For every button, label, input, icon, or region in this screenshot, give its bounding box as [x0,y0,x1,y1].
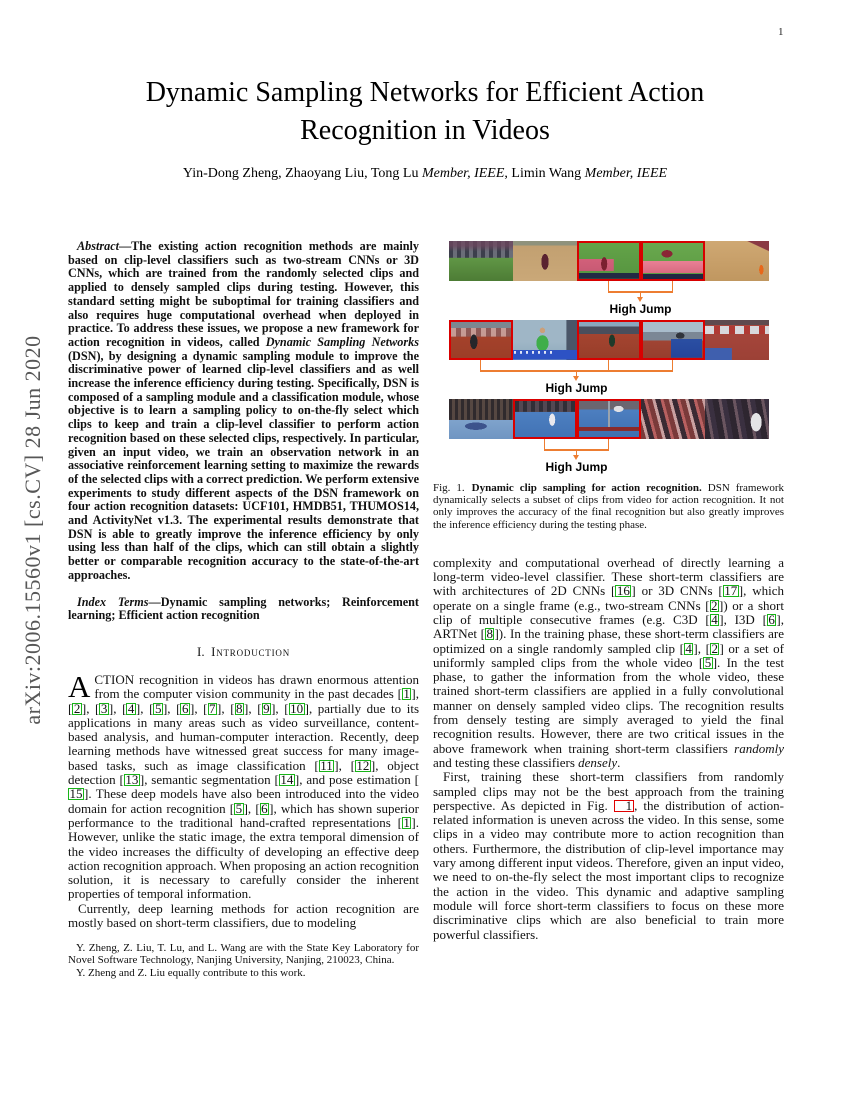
selection-bracket [449,360,769,381]
citation-link[interactable]: 13 [125,772,139,788]
text-run: , the distribution of action-related information is uneven across the video. In this sense, some clips in a video may contribute more to action recognition than others. Furthermore, the distribution of clip-level importance may vary among different input videos. Therefore, given an input video, we need to on-the-fly select the most important clips to recognize the action in the video. This dynamic and adaptive sampling module will force short-term classifiers to focus on these more discriminative clips which are also beneficial to train more powerful classifiers. [433,797,784,942]
text-run: First, training these short-term classifiers from randomly sampled clips may not be the best approach from the training perspective. As depicted in Fig. [433,769,784,813]
video-frame [705,241,769,281]
text-run: , [415,686,419,702]
citation-link[interactable]: 12 [356,757,370,773]
text-run: —Dynamic sampling networks; Reinforcement learning; Efficient action recognition [68,594,419,623]
text-run: DSN framework dynamically selects a subset of clips from video for action recognition. It not only improves the accuracy of the final recognition but also greatly improves the inference efficiency during the testing phase. [433,482,784,531]
text-run: Currently, deep learning methods for action recognition are mostly based on short-term classifiers, due to modeling [68,900,419,931]
video-frame [641,399,705,439]
text-run: , semantic segmentation [144,772,275,788]
citation-link[interactable]: 2 [711,597,718,613]
text-run: complexity and computational overhead of directly learning a long-term video-level classifier. These short-term classifiers are with architectures of 2D CNNs [433,554,784,599]
text-run: . However, unlike the static image, the extra temporal dimension of the video increases the difficulty of developing an effective deep action recognition approach. When proposing an action recognition solution, it is necessary to carefully consider the inherent properties of temporal information. [68,814,419,902]
text-run: densely [578,754,618,770]
citation-link[interactable]: 4 [711,612,718,627]
figure-ref-link[interactable]: 1 [614,800,635,812]
text-run: , I3D [723,612,763,627]
paper-title: Dynamic Sampling Networks for Efficient Action Recognition in Videos [145,77,705,146]
right-paragraph-1: complexity and computational overhead of directly learning a long-term video-level classifier. These short-term classifiers are with architectures of 2D CNNs [ 16 ] or 3D CNNs [ 17 ], which operate on a single frame (e.g., two-stream CNNs [ 2 ]) or a short clip of multiple consecutive frames (e.g. C3D [ 4 ], I3D [ 6 ], ARTNet [ 8 ]). In the training phase, these short-term classifiers are optimized on a single randomly sampled clip [ 4 ], [ 2 ] or a set of uniformly sampled clips from the whole video [ 5 ]. In the test phase, to gather the information from the whole video, these trained short-term classifiers are applied in a fully convolutional manner on densely sampled video clips. The recognition results from densely testing are simply averaged to yield the final recognition results. However, there are two critical issues in the above framework when training short-term classifiers randomly and testing these classifiers densely. [433,554,785,770]
intro-paragraph-1: ACTION recognition in videos has drawn enormous attention from the computer vision community in the past decades [ 1 ], [ 2 ], [ 3 ], [ 4 ], [ 5 ], [ 6 ], [ 7 ], [ 8 ], [ 9 ], [ 10 ], partially due to its applications in many areas such as video surveillance, content-based analysis, and human-computer interaction. Recently, deep learning methods have witnessed great success for many image-based tasks, such as image classification [ 11 ], [ 12 ], object detection [ 13 ], semantic segmentation [ 14 ], and pose estimation [15 ]. These deep models have also been introduced into the video domain for action recognition [ 5 ], [ 6 ], which has shown superior performance to the traditional hand-crafted representations [ 1 ]. However, unlike the static image, the extra temporal dimension of the video increases the difficulty of developing an effective deep action recognition approach. When proposing an action recognition solution, it is necessary to carefully consider the inherent properties of temporal information. [68,668,420,902]
citation-link[interactable]: 2 [73,700,81,716]
text-run: ). In the training phase, these short-term classifiers are optimized on a single randomly sampled clip [433,626,784,656]
clip-action-label: High Jump [609,302,672,316]
selection-bracket [449,439,769,460]
text-run: or a set of uniformly sampled clips from the whole video [433,640,784,670]
figure-1 [449,241,769,475]
citation-link[interactable]: 5 [235,800,243,816]
right-paragraph-2 [433,770,784,942]
text-run: Dynamic Sampling Networks [265,334,419,349]
text-run: randomly [734,740,784,756]
citation-link[interactable]: 5 [154,700,162,716]
citation-link[interactable]: 15 [69,786,83,802]
citation-link[interactable]: 6 [181,700,189,716]
text-run: . [617,754,621,770]
citation-link[interactable]: 10 [290,700,304,716]
clip-action-label: High Jump [545,381,608,395]
citation-link[interactable]: 16 [616,583,630,599]
figure-caption-label: Fig. 1. [433,482,465,494]
video-frame [449,320,513,360]
citation-link[interactable]: 3 [100,700,108,716]
citation-link[interactable]: 6 [768,612,775,627]
video-frame-strip [449,320,769,360]
citation-link[interactable]: 2 [711,640,718,656]
text-run: , Limin Wang [504,166,585,181]
video-frame-strip [449,399,769,439]
citation-link[interactable]: 8 [236,700,243,716]
text-run: —The existing action recognition methods are mainly based on clip-level classifiers such as two-stream CNNs or 3D CNNs, which are trained from the randomly selected clips and applied to densely sampled clips during testing. However, this standard setting might be suboptimal for training classifiers and also requires huge computational overhead when deployed in practice. To address these issues, we propose a new framework for action recognition in videos, called [68,239,419,349]
text-run: , [113,700,123,716]
left-column [68,240,419,979]
text-run: , [194,700,204,716]
author-line [65,166,785,182]
text-run: or 3D CNNs [635,583,719,599]
section-heading-introduction [68,644,419,660]
text-run: , which has shown superior performance to the traditional hand-crafted representations [68,800,419,830]
video-frame [513,399,577,439]
video-frame [641,320,705,360]
selection-bracket [449,281,769,302]
citation-link[interactable]: 17 [724,583,738,599]
video-frame [513,241,577,281]
footnote-contribution: Y. Zheng and Z. Liu equally contribute to this work. [76,966,306,979]
text-run: Abstract [77,239,119,253]
citation-link[interactable]: 4 [685,640,692,656]
text-run: Member, IEEE [584,166,668,181]
text-run: , [338,757,351,773]
text-run: , [248,700,258,716]
video-frame [577,241,641,281]
section-number: I. [196,643,205,659]
text-run: , [140,700,150,716]
text-run: Member, IEEE [421,166,505,181]
text-run: , [247,800,256,816]
text-run: Dynamic clip sampling for action recognition. [471,482,702,494]
text-run: , [221,700,231,716]
citation-link[interactable]: 7 [209,700,216,716]
right-column [433,240,784,942]
drop-cap: A [68,668,91,704]
text-run: , [86,700,96,716]
citation-link[interactable]: 9 [263,700,270,716]
text-run: , [167,700,177,716]
video-frame [449,241,513,281]
citation-link[interactable]: 8 [486,626,493,642]
text-run: , partially due to its applications in many areas such as video surveillance, content-based analysis, and human-computer interaction. Recently, deep learning methods have witnessed great success for many image-based tasks, such as image classification [68,700,420,773]
text-run: and testing these classifiers [433,754,579,770]
text-run: CTION recognition in videos has drawn enormous attention from the computer vision community in the past decades [94,671,419,702]
video-frame [449,399,513,439]
figure-1-caption [433,482,784,531]
clip-action-label: High Jump [545,460,608,474]
video-frame-strip [449,241,769,281]
figure-row-1 [449,241,769,317]
citation-link[interactable]: 11 [320,757,333,773]
index-terms [68,596,419,623]
text-run: ) or a short clip of multiple consecutive frames (e.g. C3D [433,597,784,627]
text-run: , [275,700,285,716]
author-footnote [68,942,419,978]
citation-link[interactable]: 1 [403,686,410,702]
intro-paragraph-2 [68,902,419,931]
figure-row-3 [449,399,769,475]
video-frame [705,320,769,360]
text-run: Yin-Dong Zheng, Zhaoyang Liu, Tong Lu [182,166,422,181]
text-run: . These deep models have also been introduced into the video domain for action recognition [68,786,419,816]
figure-row-2 [449,320,769,396]
text-run: , object detection [68,757,420,788]
text-run: , and pose estimation [299,772,415,788]
text-run: (DSN), by designing a dynamic sampling module to improve the discriminative power of learned clip-level classifiers and as well increase the inference efficiency during testing. Specifically, DSN is composed of a sampling module and a classification module, whose objective is to learn a sampling policy to on-the-fly select which clips to keep and train a clip-level classifier to perform action recognition based on these selected clips, respectively. In particular, given an input video, we train an observation network in an associative reinforcement learning setting to maximize the rewards of the selected clips with a correct prediction. We perform extensive experiments to study different aspects of the DSN framework on four action recognition datasets: UCF101, HMDB51, THUMOS14, and ActivityNet v1.3. The experimental results demonstrate that DSN is able to greatly improve the inference efficiency by only using less than half of the clips, which can still obtain a slightly better or comparable recognition accuracy to the state-of-the-art approaches. [68,348,419,582]
text-run: Index Terms [77,594,149,609]
video-frame [577,320,641,360]
text-run: , ARTNet [433,612,785,642]
video-frame [641,241,705,281]
video-frame [577,399,641,439]
video-frame [705,399,769,439]
citation-link[interactable]: 1 [403,814,410,830]
citation-link[interactable]: 5 [704,654,712,670]
abstract-paragraph [68,240,419,583]
video-frame [513,320,577,360]
arxiv-watermark: arXiv:2006.15560v1 [cs.CV] 28 Jun 2020 [20,335,45,725]
text-run: , which operate on a single frame (e.g., two-stream CNNs [433,583,784,613]
page-number: 1 [778,26,784,38]
section-title: Introduction [211,643,291,659]
citation-link[interactable]: 6 [261,800,268,816]
citation-link[interactable]: 14 [280,772,294,788]
text-run: , [697,640,706,656]
text-run: . In the test phase, to gather the information from the whole video, these trained short-term classifiers are applied in a fully convolutional manner on densely sampled video clips. The recognition results from densely testing are simply averaged to yield the final recognition results. However, there are two critical issues in the above framework when training short-term classifiers [433,654,784,756]
citation-link[interactable]: 4 [127,700,135,716]
footnote-affiliation: Y. Zheng, Z. Liu, T. Lu, and L. Wang are with the State Key Laboratory for Novel Software Technology, Nanjing University, Nanjing, 210023, China. [68,942,419,967]
